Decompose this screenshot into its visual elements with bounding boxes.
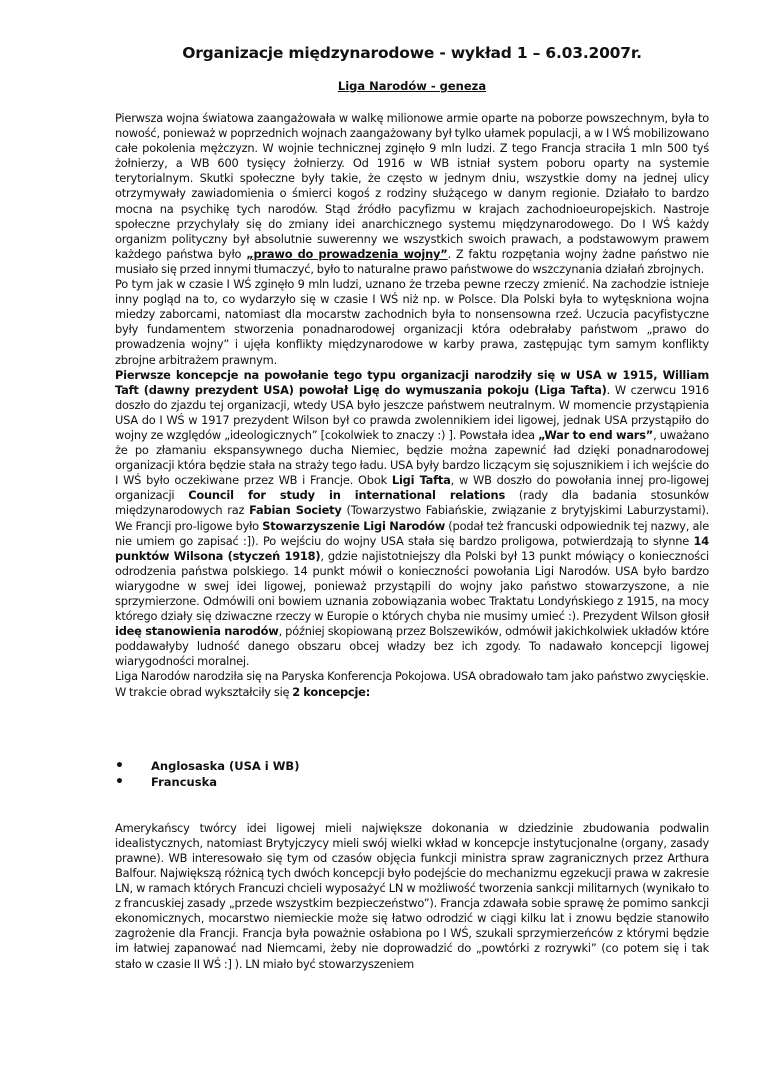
paragraph-5: Amerykańscy twórcy idei ligowej mieli największe dokonania w dziedzinie zbudowania podwalin idealistycznych, natomiast Brytyjczycy mieli swój wielki wkład w koncepcje instytucjonalne (organy, zasady prawne). WB interesowało się tym od czasów objęcia funkcji ministra spraw zagranicznych przez Arthura Balfour. Największą różnicą tych dwóch koncepcji było podejście do mechanizmu egzekucji prawa w zakresie LN, w ramach których Francuzi chcieli wyposażyć LN w możliwość tworzenia sankcji militarnych (wynikało to z francuskiej zasady „przede wszystkim bezpieczeństwo”). Francja zdawała sobie sprawę że pomimo sankcji ekonomicznych, mocarstwo niemieckie może się łatwo odrodzić w ciągi kilku lat i znowu będzie stanowiło zagrożenie dla Francji. Francja była poważnie osłabiona po I WŚ, szukali sprzymierzeńców z którymi będzie im łatwiej zapanować nad Niemcami, żeby nie doprowadzić do „powtórki z rozrywki” (co potem się i tak stało w czasie II WŚ :] ). LN miało być stowarzyszeniem — [115, 820, 709, 971]
emphasis-stowarzyszenie: Stowarzyszenie Ligi Narodów — [262, 518, 446, 533]
paragraph-2: Po tym jak w czasie I WŚ zginęło 9 mln ludzi, uznano że trzeba pewne rzeczy zmienić. Na zachodzie istnieje inny pogląd na to, co wydarzyło się w czasie I WŚ niż np. w Polsce. Dla Polski była to wytęskniona wojna miedzy zaborcami, natomiast dla mocarstw zachodnich była to nonsensowna rzeź. Uczucia pacyfistyczne były fundamentem stworzenia ponadnarodowej organizacji która odebrałaby państwom „prawo do prowadzenia wojny” i ujęła konflikty międzynarodowe w karby prawa, zastępując tym samym konflikty zbrojne arbitrażem prawnym. — [115, 277, 709, 367]
emphasis-council: Council for study in international relations — [188, 488, 506, 503]
emphasis-liga-tafta: Pierwsze koncepcje na powołanie tego typu organizacji narodziły się w USA w 1915, William Taft (dawny prezydent USA) powołał Ligę do wymuszania pokoju (Liga Tafta) — [115, 367, 709, 397]
emphasis-ligi-tafta: Ligi Tafta — [391, 473, 451, 488]
list-item: • Anglosaska (USA i WB) — [132, 758, 709, 774]
paragraph-3: Pierwsze koncepcje na powołanie tego typu organizacji narodziły się w USA w 1915, William Taft (dawny prezydent USA) powołał Ligę do wymuszania pokoju (Liga Tafta). W czerwcu 1916 doszło do zjazdu tej organizacji, wtedy USA było jeszcze państwem neutralnym. W momencie przystąpienia USA do I WŚ w 1917 prezydent Wilson był co prawda zwolennikiem idei ligowej, jednak USA przystąpiło do wojny ze względów „ideologicznych” [cokolwiek to znaczy :) ]. Powstała idea „War to end wars”, uważano że po złamaniu ekspansywnego ducha Niemiec, będzie można zapewnić ład dzięki ponadnarodowej organizacji która będzie stała na straży tego ładu. USA były bardzo liczącym się sojusznikiem i ich wejście do I WŚ było oczekiwane przez WB i Francje. Obok Ligi Tafta, w WB doszło do powołania innej pro-ligowej organizacji Council for study in international relations (rady dla badania stosunków międzynarodowych raz Fabian Society (Towarzystwo Fabiańskie, związanie z brytyjskimi Laburzystami). We Francji pro-ligowe było Stowarzyszenie Ligi Narodów (podał też francuski odpowiednik tej nazwy, ale nie umiem go zapisać :]). Po wejściu do wojny USA stała się bardzo proligowa, potwierdzają to słynne 14 punktów Wilsona (styczeń 1918), gdzie najistotniejszy dla Polski był 13 punkt mówiący o konieczności odrodzenia państwa polskiego. 14 punkt mówił o konieczności powołania Ligi Narodów. USA było bardzo wiarygodne w swej idei ligowej, ponieważ przystąpili do wojny jako państwo stowarzyszone, a nie sprzymierzone. Odmówili oni bowiem uznania zobowiązania wobec Traktatu Londyńskiego z 1915, na mocy którego działy się dziwaczne rzeczy w Europie o których chyba nie musimy umieć :). Prezydent Wilson głosił ideę stanowienia narodów, później skopiowaną przez Bolszewików, odmówił jakichkolwiek układów które poddawałyby ludność danego obszaru obcej władzy bez ich zgody. To nadawało koncepcji ligowej wiarygodności moralnej. — [115, 367, 710, 669]
paragraph-4: Liga Narodów narodziła się na Paryska Konferencja Pokojowa. USA obradowało tam jako państwo zwycięskie. W trakcie obrad wykształciły się 2 koncepcje: — [115, 669, 709, 699]
emphasis-war-to-end-wars: „War to end wars” — [538, 427, 654, 442]
emphasis-2-koncepcje: 2 koncepcje: — [292, 684, 371, 699]
emphasis-fabian-society: Fabian Society — [249, 503, 342, 518]
emphasis-prawo-do-wojny: „prawo do prowadzenia wojny” — [246, 246, 448, 261]
document-title: Organizacje międzynarodowe - wykład 1 – 6.03.2007r. — [182, 44, 642, 62]
emphasis-14-punktow: 14 punktów Wilsona (styczeń 1918) — [115, 533, 709, 563]
list-item: • Francuska — [132, 774, 709, 790]
concepts-list — [115, 758, 709, 790]
section-heading: Liga Narodów - geneza — [337, 79, 487, 93]
emphasis-idea-narodow: ideę stanowienia narodów — [115, 624, 279, 639]
paragraph-1: Pierwsza wojna światowa zaangażowała w walkę milionowe armie oparte na poborze powszechnym, była to nowość, ponieważ w poprzednich wojnach zaangażowany był tylko ułamek populacji, a w I WŚ mobilizowano całe pokolenia mężczyzn. W wojnie technicznej zginęło 9 mln ludzi. Z tego Francja straciła 1 mln 500 tyś żołnierzy, a WB 600 tysięcy żołnierzy. Od 1916 w WB istniał system poboru oparty na systemie terytorialnym. Skutki społeczne były takie, że często w jednym dniu, wszystkie domy na jednej ulicy otrzymywały zawiadomienia o śmierci kogoś z rodziny służącego w danym regionie. Działało to bardzo mocna na psychikę tych narodów. Stąd źródło pacyfizmu w krajach zachodnioeuropejskich. Nastroje społeczne przychylały się do zmiany idei anarchicznego systemu międzynarodowego. Do I WŚ każdy organizm polityczny był absolutnie suwerenny we wszystkich swoich prawach, a podstawowym prawem każdego państwa było „prawo do prowadzenia wojny”. Z faktu rozpętania wojny żadne państwo nie musiało się przed innymi tłumaczyć, było to naturalne prawo państwowe do wszczynania działań zbrojnych. — [115, 111, 709, 276]
document-page — [115, 44, 709, 972]
